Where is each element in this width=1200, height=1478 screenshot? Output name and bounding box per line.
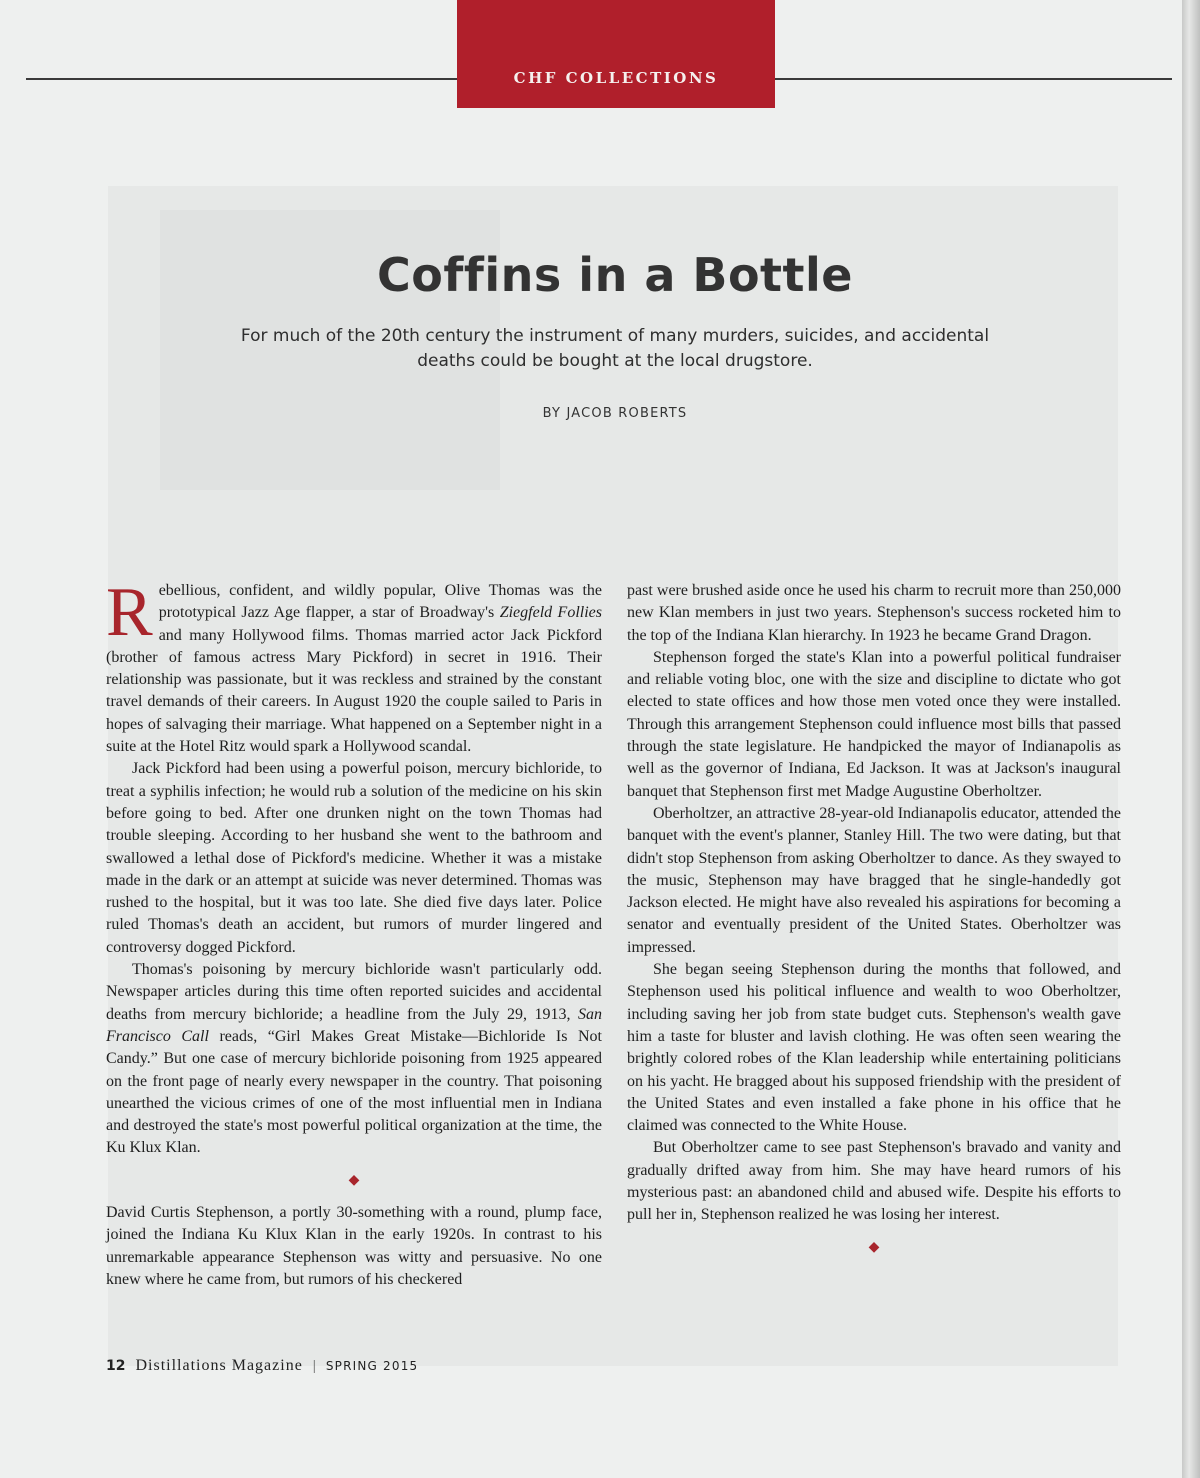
article-subtitle: For much of the 20th century the instrument of many murders, suicides, and accidental deaths could be bought at the local drugstore. (240, 326, 990, 371)
paragraph: Rebellious, confident, and wildly popular, Olive Thomas was the prototypical Jazz Age flapper, a star of Broadway's Ziegfeld Follies and many Hollywood films. Thomas married actor Jack Pickford (brother of famous actress Mary Pickford) in secret in 1916. Their relationship was passionate, but it was reckless and strained by the constant travel demands of their careers. In August 1920 the couple sailed to Paris in hopes of salvaging their marriage. What happened on a September night in a suite at the Hotel Ritz would spark a Hollywood scandal. (106, 574, 602, 756)
drop-cap: R (106, 574, 153, 651)
paragraph: past were brushed aside once he used his charm to recruit more than 250,000 new Klan members in just two years. Stephenson's success rocketed him to the top of the Indiana Klan hierarchy. In 1923 he became Grand Dragon. (627, 582, 1121, 644)
article-title: Coffins in a Bottle (377, 248, 853, 302)
page-number: 12 (106, 1358, 126, 1374)
left-column (106, 574, 602, 1291)
page-footer (106, 1357, 418, 1375)
issue-date: SPRING 2015 (325, 1359, 419, 1373)
diamond-divider-icon: ◆ (348, 1172, 360, 1188)
paragraph: Thomas's poisoning by mercury bichloride wasn't particularly odd. Newspaper articles during this time often reported suicides and accidental deaths from mercury bichloride; a headline from the July 29, 1913, San Francisco Call reads, “Girl Makes Great Mistake—Bichloride Is Not Candy.” But one case of mercury bichloride poisoning from 1925 appeared on the front page of nearly every newspaper in the country. That poisoning unearthed the vicious crimes of one of the most influential men in Indiana and destroyed the state's most powerful political organization at the time, the Ku Klux Klan. (106, 961, 602, 1157)
article-byline: BY JACOB ROBERTS (542, 406, 688, 421)
paragraph: Oberholtzer, an attractive 28-year-old Indianapolis educator, attended the banquet with the event's planner, Stanley Hill. The two were dating, but that didn't stop Stephenson from asking Oberholtzer to dance. As they swayed to the music, Stephenson may have bragged that he single-handedly got Jackson elected. He might have also revealed his aspirations for becoming a senator and eventually president of the United States. Oberholtzer was impressed. (627, 804, 1121, 956)
section-label: CHF COLLECTIONS (513, 69, 719, 87)
diamond-divider-icon: ◆ (868, 1239, 880, 1255)
footer-separator: | (312, 1358, 316, 1374)
paragraph: But Oberholtzer came to see past Stephenson's bravado and vanity and gradually drifted away from him. She may have heard rumors of his mysterious past: an abandoned child and abused wife. Despite his efforts to pull her in, Stephenson realized he was losing her interest. (627, 1139, 1121, 1224)
paragraph: Stephenson forged the state's Klan into a powerful political fundraiser and reliable voting bloc, one with the size and discipline to dictate who got elected to state offices and how those men voted once they were installed. Through this arrangement Stephenson could influence most bills that passed through the state legislature. He handpicked the mayor of Indianapolis as well as the governor of Indiana, Ed Jackson. It was at Jackson's inaugural banquet that Stephenson first met Madge Augustine Oberholtzer. (627, 648, 1121, 800)
paragraph: David Curtis Stephenson, a portly 30-something with a round, plump face, joined the Indiana Ku Klux Klan in the early 1920s. In contrast to his unremarkable appearance Stephenson was witty and persuasive. No one knew where he came from, but rumors of his checkered (106, 1204, 602, 1288)
right-column (627, 580, 1121, 1269)
magazine-name: Distillations Magazine (135, 1357, 303, 1374)
paragraph: Jack Pickford had been using a powerful poison, mercury bichloride, to treat a syphilis infection; he would rub a solution of the medicine on his skin before going to bed. After one drunken night on the town Thomas had trouble sleeping. According to her husband she went to the bathroom and swallowed a lethal dose of Pickford's medicine. Whether it was a mistake made in the dark or an attempt at suicide was never determined. Thomas was rushed to the hospital, but it was too late. She died five days later. Police ruled Thomas's death an accident, but rumors of murder lingered and controversy dogged Pickford. (106, 760, 602, 956)
section-banner (457, 0, 775, 108)
paragraph: She began seeing Stephenson during the months that followed, and Stephenson used his political influence and wealth to woo Oberholtzer, including saving her job from state budget cuts. Stephenson's wealth gave him a taste for bluster and lavish clothing. He was often seen wearing the brightly colored robes of the Klan leadership while entertaining politicians on his yacht. He bragged about his supposed friendship with the president of the United States and even installed a fake phone in his office that he claimed was connected to the White House. (627, 961, 1121, 1135)
page-edge (1182, 0, 1200, 1478)
